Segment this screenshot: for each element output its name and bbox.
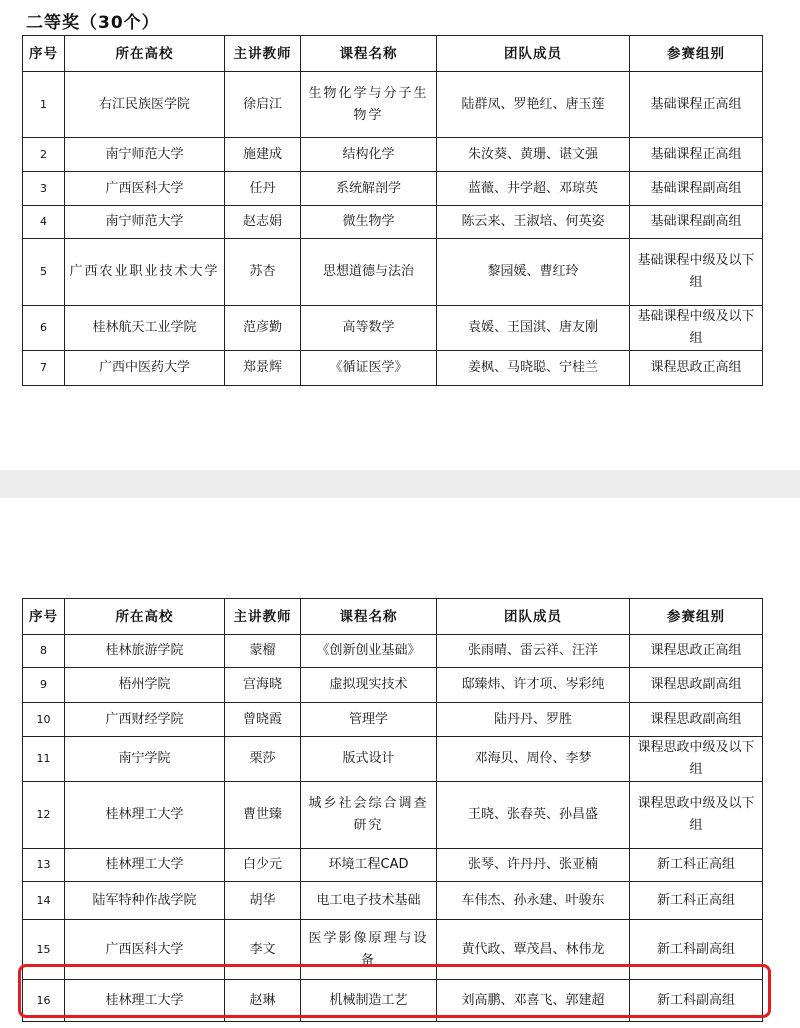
cell-school: 桂林理工大学 <box>65 980 225 1022</box>
cell-school: 南宁学院 <box>65 737 225 782</box>
cell-no: 8 <box>23 635 65 668</box>
document-page-top <box>0 0 800 470</box>
cell-no: 7 <box>23 351 65 386</box>
cell-members: 姜枫、马晓聪、宁桂兰 <box>437 351 630 386</box>
cell-school: 广西医科大学 <box>65 920 225 980</box>
header-no: 序号 <box>23 36 65 72</box>
cell-group: 课程思政中级及以下组 <box>630 782 763 849</box>
cell-group: 课程思政副高组 <box>630 703 763 737</box>
cell-members: 陈云来、王淑培、何英姿 <box>437 206 630 239</box>
award-table-bottom <box>22 598 763 1022</box>
cell-members: 袁媛、王国淇、唐友刚 <box>437 306 630 351</box>
cell-school: 广西农业职业技术大学 <box>65 239 225 306</box>
cell-no: 15 <box>23 920 65 980</box>
cell-group: 新工科副高组 <box>630 920 763 980</box>
header-no: 序号 <box>23 599 65 635</box>
cell-teacher: 范彦勤 <box>225 306 301 351</box>
cell-school: 广西财经学院 <box>65 703 225 737</box>
cell-teacher: 任丹 <box>225 172 301 206</box>
cell-no: 14 <box>23 882 65 920</box>
cell-teacher: 李文 <box>225 920 301 980</box>
cell-group: 新工科副高组 <box>630 980 763 1022</box>
cell-members: 刘高鹏、邓喜飞、郭建超 <box>437 980 630 1022</box>
page-separator <box>0 470 800 498</box>
cell-teacher: 曹世臻 <box>225 782 301 849</box>
cell-members: 蓝薇、井学超、邓琼英 <box>437 172 630 206</box>
cell-members: 张雨晴、雷云祥、汪洋 <box>437 635 630 668</box>
cell-members: 陆群凤、罗艳红、唐玉莲 <box>437 72 630 138</box>
cell-course: 城乡社会综合调查研究 <box>301 782 437 849</box>
cell-group: 基础课程正高组 <box>630 72 763 138</box>
table-row <box>23 351 763 386</box>
header-group: 参赛组别 <box>630 36 763 72</box>
cell-no: 12 <box>23 782 65 849</box>
cell-course: 微生物学 <box>301 206 437 239</box>
cell-group: 课程思政正高组 <box>630 635 763 668</box>
cell-school: 桂林理工大学 <box>65 849 225 882</box>
cell-no: 2 <box>23 138 65 172</box>
table-row <box>23 306 763 351</box>
table-header-row <box>23 599 763 635</box>
table-row <box>23 206 763 239</box>
cell-teacher: 白少元 <box>225 849 301 882</box>
cell-school: 桂林旅游学院 <box>65 635 225 668</box>
cell-school: 南宁师范大学 <box>65 138 225 172</box>
cell-no: 10 <box>23 703 65 737</box>
cell-course: 系统解剖学 <box>301 172 437 206</box>
cell-members: 陆丹丹、罗胜 <box>437 703 630 737</box>
cell-course: 虚拟现实技术 <box>301 668 437 703</box>
cell-teacher: 郑景辉 <box>225 351 301 386</box>
cell-school: 桂林理工大学 <box>65 782 225 849</box>
cell-course: 电工电子技术基础 <box>301 882 437 920</box>
table-row <box>23 782 763 849</box>
header-group: 参赛组别 <box>630 599 763 635</box>
table-row <box>23 172 763 206</box>
header-teacher: 主讲教师 <box>225 599 301 635</box>
cell-course: 高等数学 <box>301 306 437 351</box>
cell-course: 《创新创业基础》 <box>301 635 437 668</box>
cell-members: 邸臻炜、许才项、岑彩纯 <box>437 668 630 703</box>
table-row <box>23 882 763 920</box>
cell-group: 基础课程副高组 <box>630 206 763 239</box>
cell-no: 6 <box>23 306 65 351</box>
cell-school: 右江民族医学院 <box>65 72 225 138</box>
cell-group: 课程思政中级及以下组 <box>630 737 763 782</box>
award-table-top <box>22 35 763 386</box>
header-members: 团队成员 <box>437 36 630 72</box>
cell-school: 广西医科大学 <box>65 172 225 206</box>
table-row <box>23 849 763 882</box>
cell-members: 朱汝葵、黄珊、谌文强 <box>437 138 630 172</box>
cell-members: 车伟杰、孙永建、叶骏东 <box>437 882 630 920</box>
table-row <box>23 737 763 782</box>
cell-course: 管理学 <box>301 703 437 737</box>
cell-course: 思想道德与法治 <box>301 239 437 306</box>
section-title: 二等奖（30个） <box>26 13 160 33</box>
cell-no: 1 <box>23 72 65 138</box>
cell-teacher: 徐启江 <box>225 72 301 138</box>
cell-group: 基础课程中级及以下组 <box>630 239 763 306</box>
cell-school: 南宁师范大学 <box>65 206 225 239</box>
cell-no: 9 <box>23 668 65 703</box>
table-row <box>23 72 763 138</box>
cell-no: 13 <box>23 849 65 882</box>
highlight-annotation-box <box>18 964 771 1018</box>
table-row <box>23 703 763 737</box>
cell-teacher: 施建成 <box>225 138 301 172</box>
cell-members: 邓海贝、周伶、李梦 <box>437 737 630 782</box>
cell-teacher: 栗莎 <box>225 737 301 782</box>
cell-group: 新工科正高组 <box>630 882 763 920</box>
cell-school: 广西中医药大学 <box>65 351 225 386</box>
cell-course: 环境工程CAD <box>301 849 437 882</box>
header-course: 课程名称 <box>301 599 437 635</box>
cell-members: 张琴、许丹丹、张亚楠 <box>437 849 630 882</box>
cell-teacher: 赵志娟 <box>225 206 301 239</box>
cell-teacher: 宫海晓 <box>225 668 301 703</box>
header-school: 所在高校 <box>65 36 225 72</box>
cell-group: 课程思政正高组 <box>630 351 763 386</box>
cell-course: 机械制造工艺 <box>301 980 437 1022</box>
cell-teacher: 苏杏 <box>225 239 301 306</box>
cell-group: 课程思政副高组 <box>630 668 763 703</box>
cell-no: 3 <box>23 172 65 206</box>
cell-teacher: 蒙榴 <box>225 635 301 668</box>
header-course: 课程名称 <box>301 36 437 72</box>
cell-no: 5 <box>23 239 65 306</box>
cell-no: 16 <box>23 980 65 1022</box>
cell-school: 桂林航天工业学院 <box>65 306 225 351</box>
cell-school: 陆军特种作战学院 <box>65 882 225 920</box>
cell-school: 梧州学院 <box>65 668 225 703</box>
table-row <box>23 239 763 306</box>
cell-members: 黄代政、覃茂昌、林伟龙 <box>437 920 630 980</box>
cell-course: 医学影像原理与设备 <box>301 920 437 980</box>
cell-no: 4 <box>23 206 65 239</box>
cell-members: 王晓、张春英、孙昌盛 <box>437 782 630 849</box>
table-header-row <box>23 36 763 72</box>
header-members: 团队成员 <box>437 599 630 635</box>
cell-members: 黎园媛、曹红玲 <box>437 239 630 306</box>
cell-group: 新工科正高组 <box>630 849 763 882</box>
cell-teacher: 曾晓霞 <box>225 703 301 737</box>
table-row <box>23 668 763 703</box>
header-teacher: 主讲教师 <box>225 36 301 72</box>
header-school: 所在高校 <box>65 599 225 635</box>
cell-no: 11 <box>23 737 65 782</box>
cell-group: 基础课程中级及以下组 <box>630 306 763 351</box>
table-row <box>23 635 763 668</box>
cell-group: 基础课程正高组 <box>630 138 763 172</box>
cell-course: 生物化学与分子生物学 <box>301 72 437 138</box>
cell-course: 结构化学 <box>301 138 437 172</box>
cell-group: 基础课程副高组 <box>630 172 763 206</box>
cell-course: 版式设计 <box>301 737 437 782</box>
table-row <box>23 138 763 172</box>
cell-teacher: 赵琳 <box>225 980 301 1022</box>
cell-course: 《循证医学》 <box>301 351 437 386</box>
cell-teacher: 胡华 <box>225 882 301 920</box>
